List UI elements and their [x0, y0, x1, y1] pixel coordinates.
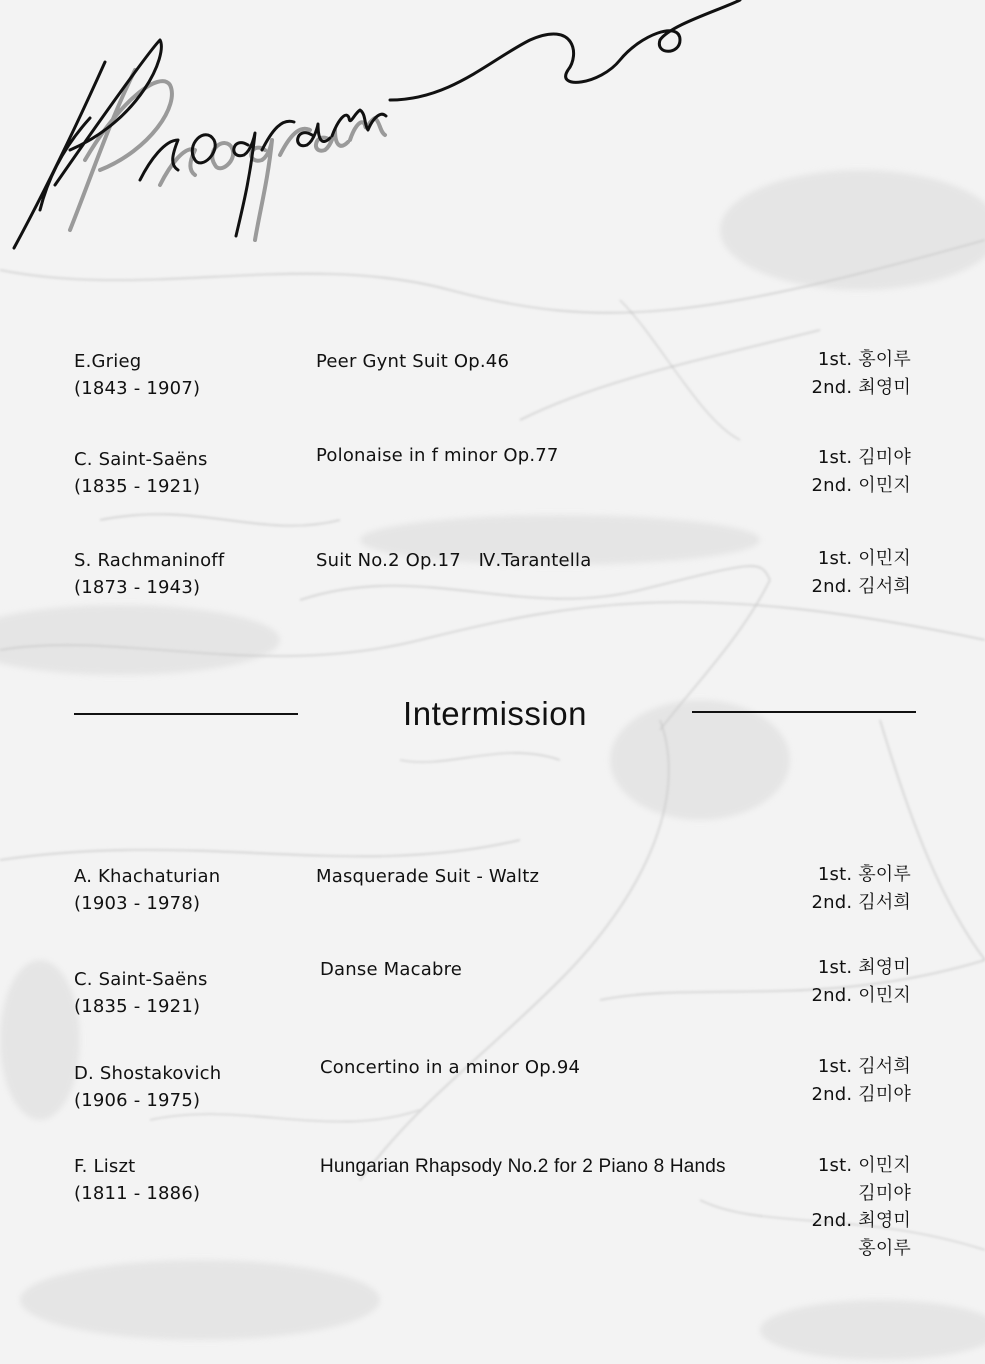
composer-years: (1873 - 1943) — [74, 577, 201, 598]
performer-line: 1st. 홍이루 — [817, 864, 911, 885]
performers — [812, 1152, 912, 1262]
performer-line: 2nd. 이민지 — [811, 474, 911, 496]
performer-line: 1st. 최영미 — [817, 957, 911, 978]
performer-line: 2nd. 이민지 — [811, 984, 911, 1006]
performer-line: 1st. 김미야 — [817, 447, 911, 468]
composer-block — [74, 1060, 221, 1114]
composer-years: (1903 - 1978) — [74, 893, 201, 914]
piece-title: Suit No.2 Op.17 Ⅳ.Tarantella — [316, 550, 592, 571]
performer-line: 2nd. 김서희 — [811, 575, 911, 597]
performers — [812, 346, 912, 401]
piece-title: Masquerade Suit - Waltz — [316, 866, 540, 887]
performers — [812, 1053, 912, 1108]
intermission-heading: Intermission — [403, 695, 587, 732]
composer-name: F. Liszt — [74, 1156, 136, 1177]
divider-right — [692, 711, 916, 713]
piece-title: Concertino in a minor Op.94 — [320, 1057, 581, 1078]
composer-name: A. Khachaturian — [74, 866, 221, 887]
performer-line: 홍이루 — [858, 1237, 911, 1259]
performer-line: 김미야 — [858, 1182, 911, 1204]
composer-block — [74, 863, 220, 917]
performers — [812, 861, 912, 916]
performers — [812, 545, 912, 600]
performer-line: 2nd. 최영미 — [811, 1210, 911, 1231]
composer-years: (1835 - 1921) — [74, 476, 201, 497]
performer-line: 1st. 홍이루 — [817, 349, 911, 370]
composer-block — [74, 547, 224, 601]
composer-block — [74, 966, 208, 1020]
performers — [812, 954, 912, 1009]
piece-title: Danse Macabre — [320, 959, 463, 980]
composer-years: (1835 - 1921) — [74, 996, 201, 1017]
composer-block — [74, 446, 208, 500]
composer-block — [74, 348, 200, 402]
program-title-script — [0, 0, 985, 290]
performer-line: 2nd. 김미야 — [811, 1083, 911, 1105]
performer-line: 2nd. 김서희 — [811, 891, 911, 913]
composer-name: D. Shostakovich — [74, 1063, 222, 1084]
piece-title: Peer Gynt Suit Op.46 — [316, 351, 510, 372]
performers — [812, 444, 912, 499]
piece-title: Polonaise in f minor Op.77 — [316, 445, 559, 466]
composer-name: E.Grieg — [74, 351, 142, 372]
performer-line: 1st. 김서희 — [817, 1056, 911, 1077]
performer-line: 1st. 이민지 — [817, 548, 911, 569]
performer-line: 2nd. 최영미 — [811, 376, 911, 398]
composer-years: (1811 - 1886) — [74, 1183, 201, 1204]
composer-name: C. Saint-Saëns — [74, 969, 208, 990]
composer-name: S. Rachmaninoff — [74, 550, 225, 571]
piece-title: Hungarian Rhapsody No.2 for 2 Piano 8 Hands — [320, 1156, 726, 1177]
composer-years: (1906 - 1975) — [74, 1090, 201, 1111]
composer-name: C. Saint-Saëns — [74, 449, 208, 470]
composer-years: (1843 - 1907) — [74, 378, 201, 399]
divider-left — [74, 713, 298, 715]
composer-block — [74, 1153, 200, 1207]
performer-line: 1st. 이민지 — [817, 1155, 911, 1176]
